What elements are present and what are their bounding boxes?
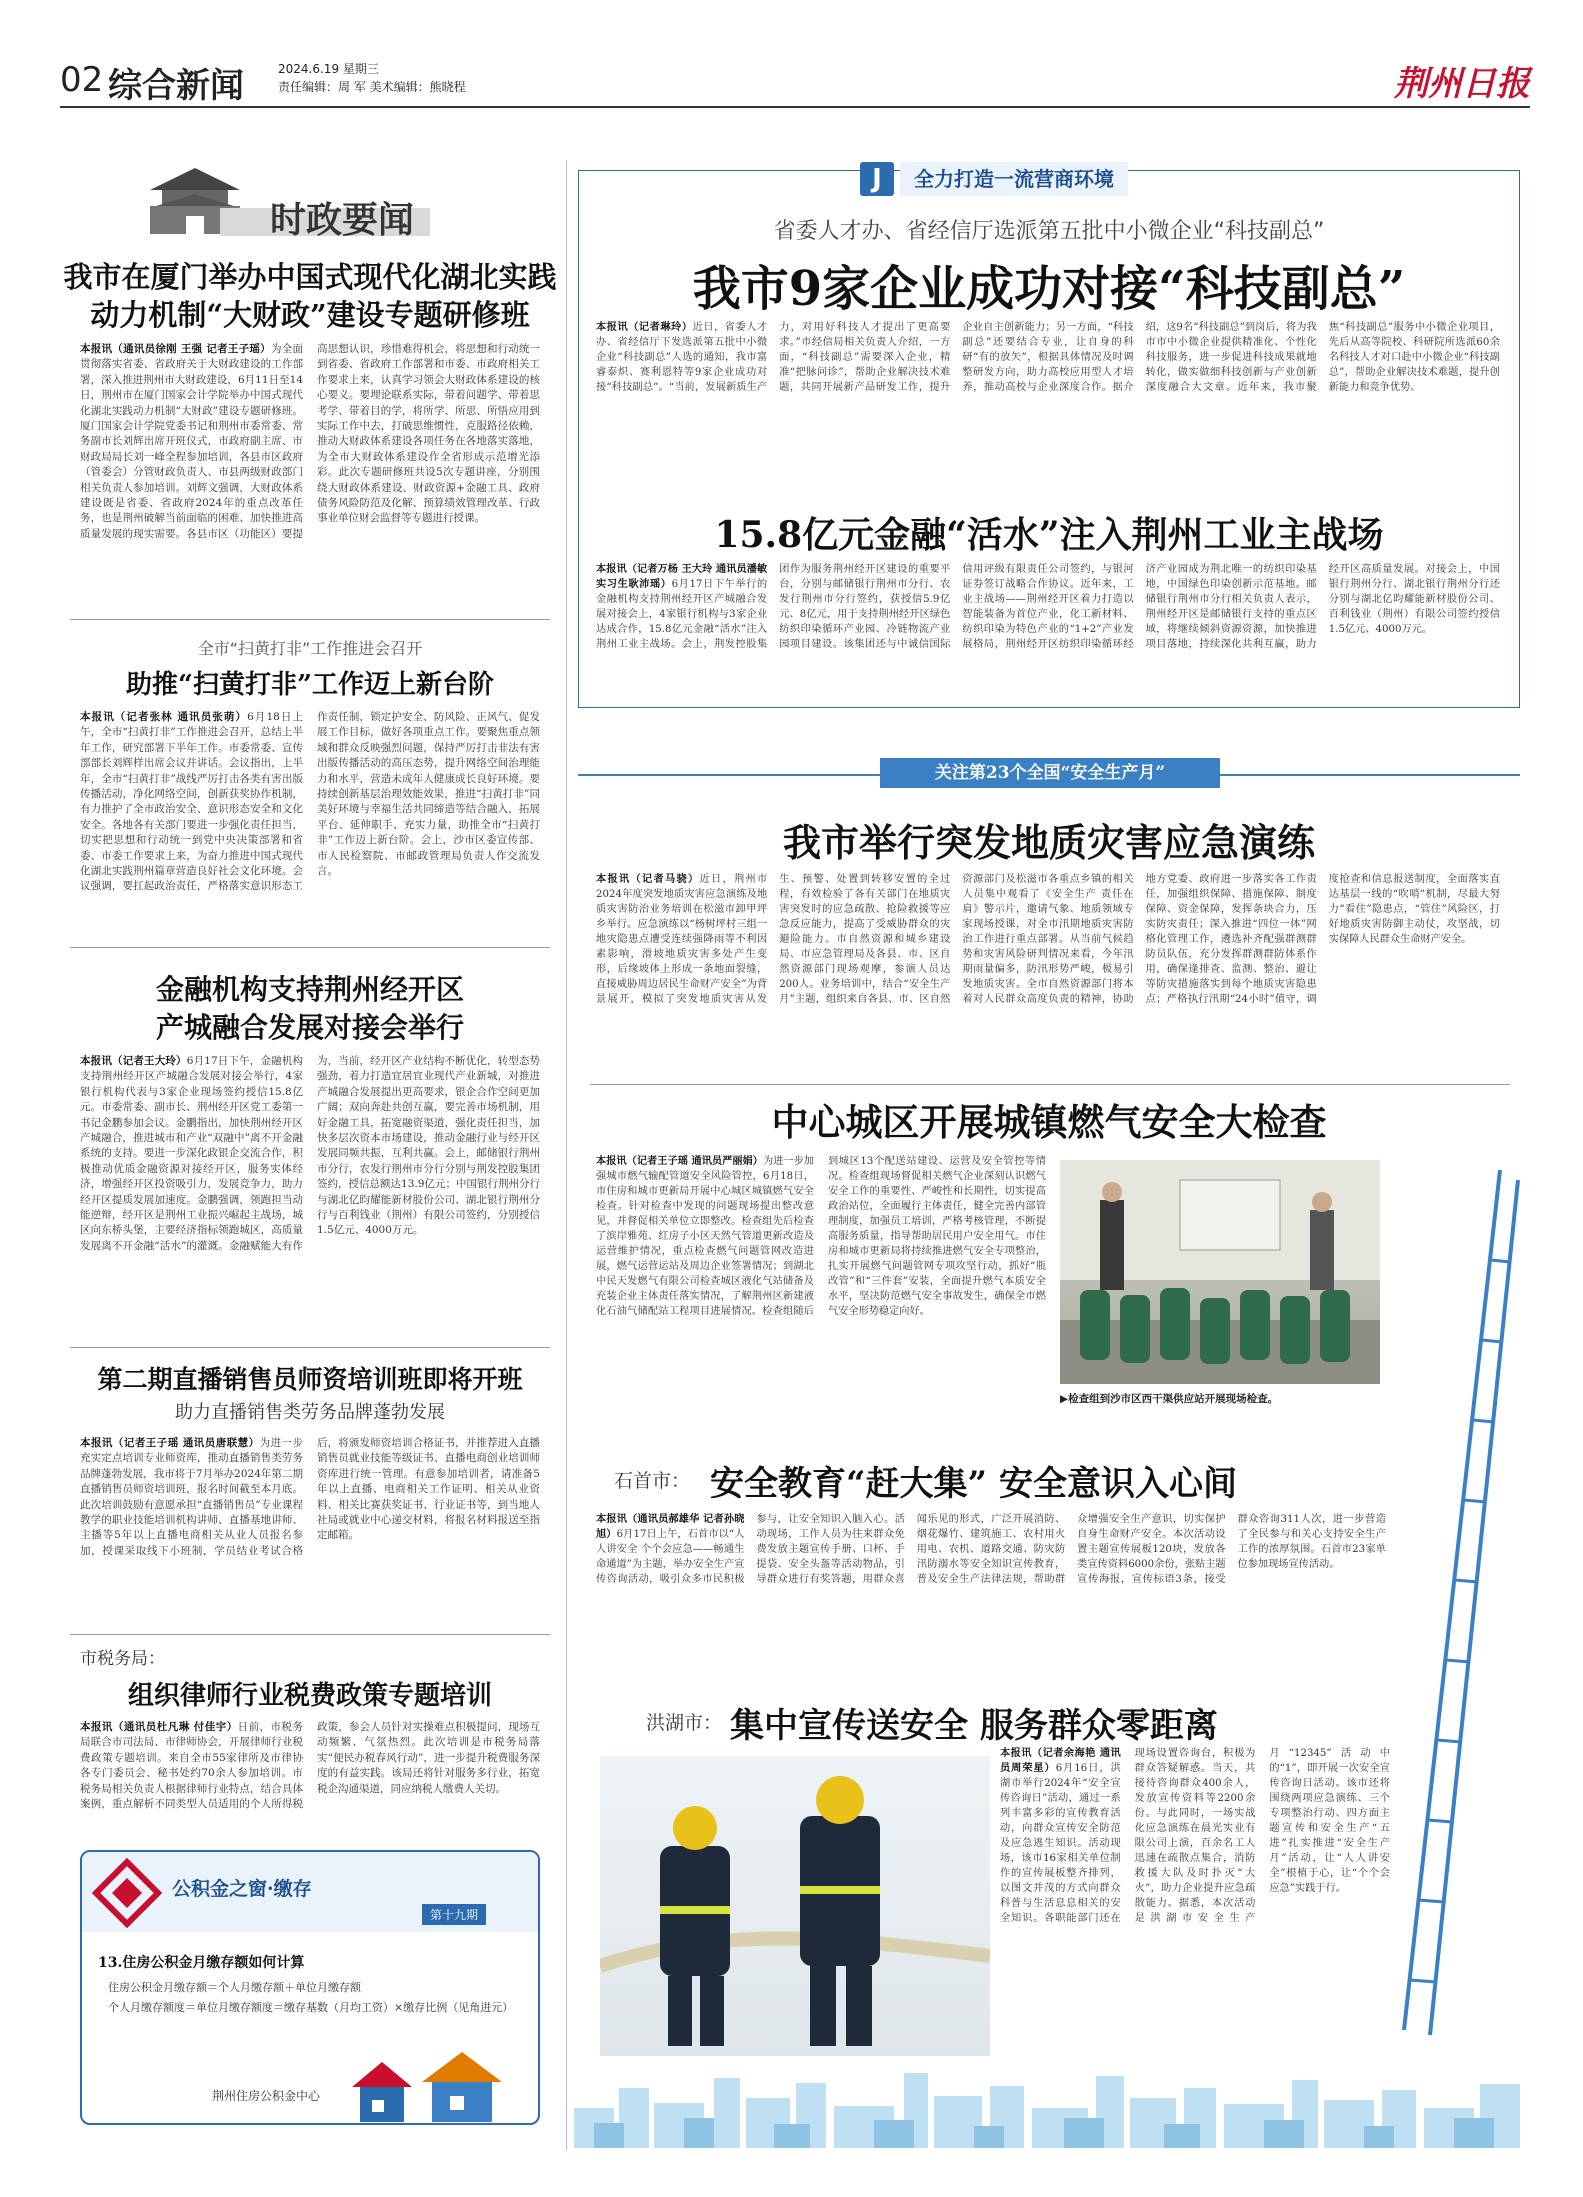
article-a4-text: 为进一步充实定点培训专业师资库，推动直播销售类劳务品牌蓬勃发展，我市将于7月举办2024年第二期直播销售员师资培训班，报名时间截至本月底。此次培训鼓励有意愿承担“直播销售员”专业课程教学的职业技能培训机构讲师、直播基地讲师、主播等5年以上直播电商相关从业人员报名参加，授课采取线下小班制，学员结业考试合格后，将颁发师资培训合格证书，并推荐进入直播销售员就业技能等级证书、直播电商创业培训师资库进行统一管理。有意参加培训者，请准备5年以上直播、电商相关工作证明、相关从业资料、相关比赛获奖证书、行业证书等，到当地人社局或就业中心递交材料，将报名材料报送至指定邮箱。 — [80, 1437, 540, 1557]
article-a5-text: 日前，市税务局联合市司法局、市律师协会，开展律师行业税费政策专题培训。来自全市55家律所及市律协各专门委员会、秘书处约70余人参加培训。市税务局相关负责人根据律师行业特点，结合具体案例，重点解析不同类型人员适用的个人所得税政策，参会人员针对实操难点积极提问，现场互动频繁、气氛热烈。此次培训是市税务局落实“便民办税春风行动”，进一步提升税费服务深度的有益实践。该局还将针对服务多行业，拓宽税企沟通渠道，同应纳税人缴费人关切。 — [80, 1721, 540, 1811]
fund-box — [80, 1850, 540, 2125]
divider — [590, 1084, 1510, 1085]
firefighters-illustration — [600, 1756, 990, 2056]
article-a1-text: 为全面贯彻落实省委、省政府关于大财政建设的工作部署，深入推进荆州市大财政建设，6月11日至14日，荆州市在厦门国家会计学院举办中国式现代化湖北实践动力机制“大财政”建设专题研修班。厦门国家会计学院党委书记和荆州市委常委、常务副市长刘辉出席开班仪式，市政府副主席、市财政局局长刘一峰全程参加培训，各县市区政府（管委会）分管财政负责人、市县两级财政部门相关负责人参加培训。刘辉文强调，大财政体系建设既是省委、省政府2024年的重点改革任务，也是荆州破解当前面临的困难、加快推进高质量发展的现实需要。各县市区（功能区）要提高思想认识，珍惜难得机会，将思想和行动统一到省委、省政府工作部署和市委、市政府相关工作要求上来，认真学习领会大财政体系建设的核心要义。要埋论联系实际，带着问题学、带着思考学、带着目的学，将所学、所思、所悟应用到实际工作中去，打破思维惯性，克服路径依赖，推动大财政体系建设各项任务在各地落实落地，为全市大财政体系建设作全省形成示范增光添彩。此次专题研修班共设5次专题讲座，分别围绕大财政体系建设、财政资源+金融工具、政府债务风险防范及化解、预算绩效管理改革、行政事业单位财会监督等专题进行授课。 — [80, 343, 540, 540]
divider — [70, 947, 550, 948]
masthead — [60, 56, 1530, 126]
gas-cylinders-illustration — [1060, 1160, 1380, 1384]
headline-b6: 集中宣传送安全 服务群众零距离 — [730, 1706, 1218, 1746]
divider — [70, 1347, 550, 1348]
article-a5-body — [80, 1720, 540, 1838]
article-a1-lead: 本报讯（通讯员徐刚 王强 记者王子瑶） — [80, 343, 271, 355]
article-a4-lead: 本报讯（记者王子瑶 通讯员唐联慧） — [80, 1437, 260, 1449]
article-b6-lead: 本报讯（记者余海艳 通讯员周荣星） — [1000, 1747, 1121, 1774]
column-header — [140, 160, 460, 240]
headline-b5: 安全教育“赶大集” 安全意识入心间 — [710, 1464, 1237, 1504]
fund-logo-icon — [92, 1858, 162, 1928]
fund-title: 公积金之窗·缴存 — [172, 1878, 312, 1900]
article-b3-lead: 本报讯（记者马骁） — [596, 873, 700, 885]
article-b5-lead: 本报讯（通讯员郝雄华 记者孙晓旭） — [596, 1513, 745, 1540]
headline-b2: 15.8亿元金融“活水”注入荆州工业主战场 — [714, 514, 1384, 556]
headline-a1-line1: 我市在厦门举办中国式现代化湖北实践 — [63, 260, 557, 294]
headline-a2: 助推“扫黄打非”工作迈上新台阶 — [126, 670, 494, 700]
masthead-rule — [60, 106, 1530, 108]
issue-date: 2024.6.19 星期三 — [278, 62, 379, 76]
kicker-a2: 全市“扫黄打非”工作推进会召开 — [197, 639, 423, 658]
column-separator — [566, 160, 567, 2150]
kicker-a5: 市税务局： — [80, 1649, 165, 1669]
safety-tag: 关注第23个全国“安全生产月” — [880, 758, 1220, 788]
city-skyline-decoration — [574, 2068, 1524, 2148]
article-b1-lead: 本报讯（记者琳玲） — [596, 321, 693, 333]
headline-a5: 组织律师行业税费政策专题培训 — [127, 1681, 492, 1711]
article-b5-body — [596, 1512, 1386, 1680]
article-b4-lead: 本报讯（记者王子瑶 通讯员严丽娟） — [596, 1155, 763, 1167]
article-b6-body — [1000, 1746, 1390, 2064]
kicker-b6: 洪湖市： — [646, 1712, 723, 1734]
article-a2-body — [80, 710, 540, 926]
banner — [860, 160, 1200, 200]
kicker-b1: 省委人才办、省经信厅选派第五批中小微企业“科技副总” — [773, 219, 1325, 244]
section-name: 综合新闻 — [108, 66, 244, 106]
article-b3-body — [596, 872, 1500, 1064]
gas-inspection-photo — [1060, 1160, 1380, 1384]
article-a3-text: 6月17日下午，金融机构支持荆州经开区产城融合发展对接会举行，4家银行机构代表与3家企业现场签约授信15.8亿元。市委常委、副市长、荆州经开区党工委第一书记金鹏参加会议。金鹏指出，加快荆州经开区产城融合，推进城市和产业“双融中”离不开金融系统的支持。要进一步深化政银企交流合作，积极推动优质金融资源对接经开区，服务实体经济，增强经开区投资吸引力，发展竞争力，助力经开区提质发展加速度。金鹏强调，领跑担当动能逆辩，经开区是荆州工业振兴崛起主战场，城区向东桥头堡，主要经济指标领跑城区，高质量发展离不开金融“活水”的灌溉。金融赋能大有作为，当前，经开区产业结构不断优化，转型态势强劲，着力打造宜居宜业现代产业新城，对推进产城融合发展提出更高要求，银企合作空间更加广阔；双向奔赴共创互赢，要完善市场机制，用好金融工具，拓宽融资渠道，强化责任担当，加快多层次资本市场建设，推动金融行业与经开区发展同频共振，互利共赢。会上，邮储银行荆州市分行，农发行荆州市分行分别与荆发控股集团签约，授信总额达13.9亿元；中国银行荆州分行与湖北亿昀耀能新材股份公司、湖北银行荆州分行与百利钱业（荆州）有限公司签约，分别授信1.5亿元、4000万元。 — [80, 1055, 540, 1252]
article-b4-body — [596, 1154, 1046, 1438]
houses-illustration — [332, 2052, 532, 2122]
editors: 责任编辑：周 军 美术编辑：熊晓程 — [278, 80, 466, 94]
article-a2-text: 6月18日上午，全市“扫黄打非”工作推进会召开，总结上半年工作，研究部署下半年工作。市委常委、宣传部部长刘辉样出席会议并讲话。会议指出，上半年，全市“扫黄打非”战线严厉打击各类有害出版传播活动，净化网络空间，创新获奖协作机制，有力推护了全市政治安全、意识形态安全和文化安全。各地各有关部门要进一步强化责任担当，切实把思想和行动统一到党中央决策部署和省委、市委工作要求上来，为奋力推进中国式现代化湖北实践荆州篇章营造良好社会文化环境。会议强调，要扛起政治责任，严格落实意识形态工作责任制，锁定护安全、防风险、正风气、促发展工作目标，做好各项重点工作。要聚焦重点领域和群众反映强烈问题，保持严厉打击非法有害出版传播活动的高压态势，提升网络空间治理能力和水平，营造未成年人健康成长良好环境。要持续创新基层治理效能效果，推进“扫黄打非”同美好环境与幸福生活共同缔造等结合融入，拓展平台、延伸职手、充实力量，助推全市“扫黄打非”工作迈上新台阶。会上，沙市区委宣传部、市人民检察院、市邮政管理局负责人作交流发言。 — [80, 711, 540, 893]
article-a3-lead: 本报讯（记者王大玲） — [80, 1055, 187, 1067]
article-b2-body — [596, 562, 1500, 700]
fund-question: 13.住房公积金月缴存额如何计算 — [98, 1955, 305, 1971]
article-a4-body — [80, 1436, 540, 1616]
ladder-decoration — [1400, 1160, 1520, 2040]
firefighters-photo — [600, 1756, 990, 2056]
article-a1-body — [80, 342, 540, 604]
divider — [70, 1634, 550, 1635]
page-number: 02 — [60, 60, 104, 100]
article-b1-body — [596, 320, 1500, 482]
headline-b1: 我市9家企业成功对接“科技副总” — [692, 261, 1406, 317]
article-b1-text: 近日，省委人才办、省经信厅下发选派第五批中小微企业“科技副总”人选的通知，我市富睿泰炽、赛利恩特等9家企业成功对接“科技副总”。“当前，发展新质生产力，对用好科技人才提出了更高要求。”市经信局相关负责人介绍，一方面，“科技副总”需要深入企业，精准“把脉问诊”，帮助企业解决技术难题，共同开展新产品研发工作，提升企业自主创新能力；另一方面，“科技副总”还要结合专业，让自身的科研“有的放矢”，根据具体情况及时调整研发方向，助力高校应用型人才培养，推动高校与企业深度合作。据介绍，这9名“科技副总”到岗后，将为我市市中小微企业提供精准化、个性化科技服务，进一步促进科技成果就地转化，做实做细科技创新与产业创新深度融合大文章。近年来，我市聚焦“科技副总”服务中小微企业项目，先后从高等院校、科研院所选派60余名科技人才对口赴中小微企业“科技副总”，帮助企业解决技术难题，提升创新能力和竞争优势。 — [596, 322, 1500, 393]
article-b3-text: 近日，荆州市2024年度突发地质灾害应急演练及地质灾害防治业务培训在松滋市卸甲坪乡举行。应急演练以“杨树坪村三组一地灾隐患点遭受连续强降雨等不利因素影响，滑坡地质灾害多处产生变形，后缘坡体上形成一条地面裂缝，直接威胁周边居民生命财产安全”为背景展开，模拟了突发地质灾害从发生、预警、处置到转移安置的全过程，有效检验了各有关部门在地质灾害突发时的应急疏散、抢险救援等应急反应能力，提高了受威胁群众的灾避险能力。市自然资源和城乡建设局、市应急管理局及各县、市、区自然资源部门现场观摩，参演人员达200人。业务培训中，结合“安全生产月”主题，组织来自各县、市、区自然资源部门及松滋市各重点乡镇的相关人员集中观看了《安全生产 责任在肩》警示片，邀请气象、地质领域专家现场授课，对全市汛期地质灾害防治工作进行重点部署。从当前气候趋势和灾害风险研判情况来看，今年汛期雨量偏多，防汛形势严峻，极易引发地质灾害。全市自然资源部门将本着对人民群众高度负责的精神，协助地方党委、政府进一步落实各工作责任，加强组织保障、措施保障、制度保障、资金保障，发挥条块合力，压实防灾责任；深入推进“四位一体”网格化管理工作，遴选补齐配强群测群防员队伍，充分发挥群测群防体系作用，确保逢排查、监测、整治、避让等防灾措施落实到每个地质灾害隐患点；严格执行汛期“24小时”值守，调度抢查和信息报送制度，全面落实直达基层一线的“吹哨”机制，尽最大努力“看住”隐患点，“管住”风险区，打好地质灾害防御主动仗，攻坚战，切实保障人民群众生命财产安全。 — [596, 874, 1500, 1005]
article-b2-lead: 本报讯（记者万杨 王大玲 通讯员潘敏 实习生耿沛瑶） — [596, 563, 768, 590]
fund-org: 荆州住房公积金中心 — [212, 2089, 321, 2103]
article-b4-text: 为进一步加强城市燃气输配管道安全风险管控，6月18日，市住房和城市更新局开展中心城区城镇燃气安全检查。针对检查中发现的问题现场提出整改意见，并督促相关单位立即整改。检查组先后检查了滨岸雅苑、红房子小区天然气管道更新改造及运营维护情况，重点检查燃气问题管网改造进展，燃气运营运站及周边企业签署情况；到湖北中民天发燃气有限公司检查城区液化气站储备及充装企业主体责任落实情况，了解荆州区新建液化石油气储配站工程项目进展情况。检查组随后到城区13个配送站建设、运营及安全管控等情况。检查组现场督促相关燃气企业深刻认识燃气安全工作的重要性、严峻性和长期性，切实提高政治站位，全面履行主体责任，健全完善内部管理制度，加强员工培训，严格考核管理，不断提高服务质量，指导帮助居民用户安全用气。市住房和城市更新局将持续推进燃气安全专项整治，扎实开展燃气问题管网专项攻坚行动，抓好“瓶改管”和“三件套”安装，全面提升燃气本质安全水平，坚决防范燃气安全事故发生，确保全市燃气安全形势稳定向好。 — [596, 1156, 1046, 1317]
headline-a3-line1: 金融机构支持荆州经开区 — [155, 973, 464, 1006]
fund-formula-2: 个人月缴存额度＝单位月缴存额度＝缴存基数（月均工资）×缴存比例（见角进元） — [108, 2001, 514, 2014]
article-a3-body — [80, 1054, 540, 1326]
photo-caption-b4: ▶检查组到沙市区西干渠供应站开展现场检查。 — [1060, 1393, 1279, 1405]
article-a5-lead: 本报讯（通讯员杜凡琳 付佳宇） — [80, 1721, 238, 1733]
banner-title: 全力打造一流营商环境 — [900, 162, 1128, 196]
article-b5-text: 6月17日上午，石首市以“人人讲安全 个个会应急——畅通生命通道”为主题，举办安全生产宣传咨询活动，吸引众多市民积极参与，让安全知识入脑入心。活动现场，工作人员为往来群众免费发放主题宣传手册、口杯、手提袋、安全头盔等活动物品，引导群众进行有奖答题，用群众喜闻乐见的形式，广泛开展消防、烟花爆竹、建筑施工、农村用火用电、农机、道路交通、防灾防汛防溺水等安全知识宣传教育，普及安全生产法律法规，帮助群众增强安全生产意识，切实保护自身生命财产安全。本次活动设置主题宣传展板120块，发放各类宣传资料6000余份，张贴主题宣传海报，宣传标语3条，接受群众咨询311人次，进一步营造了全民参与和关心支持安全生产工作的浓厚氛围。石首市23家单位参加现场宣传活动。 — [596, 1514, 1386, 1585]
headline-b3: 我市举行突发地质灾害应急演练 — [782, 820, 1315, 865]
fund-formula-1: 住房公积金月缴存额＝个人月缴存额＋单位月缴存额 — [108, 1981, 361, 1994]
article-b6-text: 6月16日，洪湖市举行2024年“安全宣传咨询日”活动，通过一系列丰富多彩的宣传教育活动，向群众宣传安全防范及应急逃生知识。活动现场，该市16家相关单位制作的宣传展板整齐排列，以图文并茂的方式向群众科普与生活息息相关的安全知识。各职能部门还在现场设置咨询台，积极为群众答疑解惑。当天，共接待咨询群众400余人，发放宣传资料等2200余份。与此同时，一场实战化应急演练在晨光实业有限公司上演，百余名工人迅速在疏散点集合，消防救援大队及时扑灭“大火”，助力企业提升应急疏散能力。据悉，本次活动是洪湖市安全生产月“12345”活动中的“1”，即开展一次安全宣传咨询日活动。该市还将围绕两项应急演练、三个专项整治行动、四方面主题宣传和安全生产“五进”扎实推进“安全生产月”活动，让“人人讲安全”根植于心，让“个个会应急”实践于行。 — [1000, 1748, 1390, 1924]
kicker-b5: 石首市： — [614, 1470, 691, 1492]
banner-logo-icon: J — [860, 162, 894, 196]
paper-logo: 荆州日报 — [1394, 64, 1530, 104]
article-b2-text: 6月17日下午举行的金融机构支持荆州经开区产城融合发展对接会上，4家银行机构与3家企业达成合作，15.8亿元金融“活水”注入荆州工业主战场。会上，荆发控股集团作为服务荆州经开区建设的重要平台，分别与邮储银行荆州市分行、农发行荆州市分行签约，获授信5.9亿元、8亿元，用于支持荆州经开区绿色纺织印染循环产业园、冷链物流产业园项目建设。该集团还与中诚信国际信用评级有限责任公司签约，与银河证券签订战略合作协议。近年来，工业主战场——荆州经开区着力打造以智能装备为首位产业，化工新材料、纺织印染为特色产业的“1+2”产业发展格局，荆州经开区纺织印染循环经济产业园成为荆北唯一的纺织印染基地，中国绿色印染创新示范基地。邮储银行荆州市分行相关负责人表示，荆州经开区是邮储银行支持的重点区域，将继续倾斜资源资源，加快推进项目落地，持续深化共利互赢，助力经开区高质量发展。对接会上，中国银行荆州分行、湖北银行荆州分行还分别与湖北亿昀耀能新材股份公司、百利钱业（荆州）有限公司签约授信1.5亿元、4000万元。 — [596, 564, 1500, 650]
column-header-title: 时政要闻 — [270, 199, 415, 241]
headline-a4: 第二期直播销售员师资培训班即将开班 — [97, 1365, 523, 1394]
headline-a1-line2: 动力机制“大财政”建设专题研修班 — [90, 298, 530, 332]
fund-issue: 第十九期 — [422, 1904, 486, 1925]
subtitle-a4: 助力直播销售类劳务品牌蓬勃发展 — [175, 1402, 445, 1423]
divider — [70, 619, 550, 620]
headline-a3-line2: 产城融合发展对接会举行 — [155, 1011, 464, 1044]
headline-b4: 中心城区开展城镇燃气安全大检查 — [771, 1100, 1327, 1144]
article-a2-lead: 本报讯（记者张林 通讯员张萌） — [80, 711, 248, 723]
